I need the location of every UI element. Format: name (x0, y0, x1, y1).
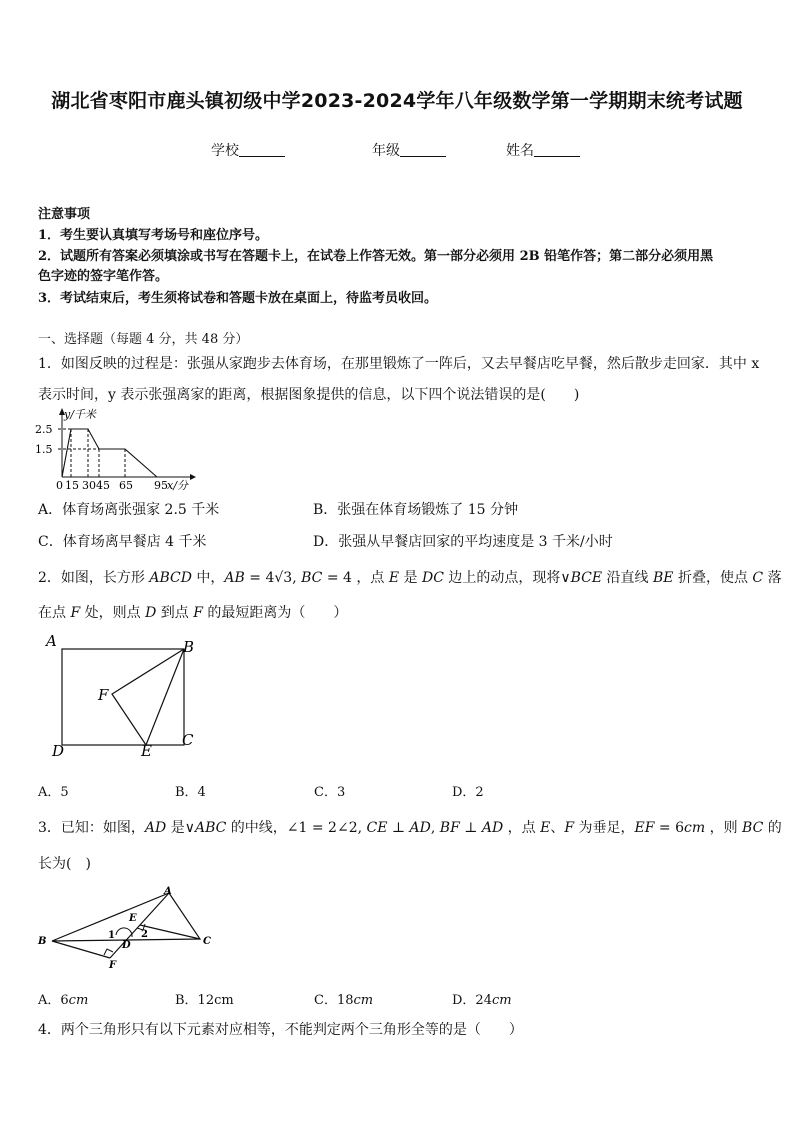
grade-blank (400, 142, 446, 157)
q3-label-e: E (129, 913, 137, 924)
q3-stem-line2: 长为( ) (38, 856, 91, 872)
grade-label: 年级 (372, 143, 400, 159)
q3-option-b: B．12cm (175, 993, 234, 1008)
q3-label-f: F (109, 960, 117, 970)
q1-xtick-45: 45 (96, 479, 110, 492)
q3-option-d: D．24cm (452, 993, 512, 1008)
school-label: 学校 (211, 143, 239, 159)
q2-stem-line1: 2．如图，长方形 ABCD 中，AB = 4√3, BC = 4 ，点 E 是 DC 边上的动点，现将∨BCE 沿直线 BE 折叠，使点 C 落 (38, 570, 782, 586)
q1-xtick-95: 95 (154, 479, 168, 492)
q1-option-c: C．体育场离早餐店 4 千米 (38, 534, 207, 550)
q1-stem-line1: 1．如图反映的过程是：张强从家跑步去体育场，在那里锻炼了一阵后，又去早餐店吃早餐，然后散步走回家．其中 x (38, 356, 760, 372)
note-3: 3．考试结束后，考生须将试卷和答题卡放在桌面上，待监考员收回。 (38, 291, 438, 306)
q1-xtick-30: 30 (82, 479, 96, 492)
q3-line-ce (140, 925, 200, 939)
page-title: 湖北省枣阳市鹿头镇初级中学2023-2024学年八年级数学第一学期期末统考试题 (51, 90, 743, 112)
q2-rectangle (62, 649, 184, 745)
q3-label-angle-2: 2 (141, 929, 148, 940)
note-2: 2．试题所有答案必须填涂或书写在答题卡上，在试卷上作答无效。第一部分必须用 2B 铅笔作答；第二部分必须用黑 (38, 249, 714, 264)
q2-figure (40, 630, 210, 765)
name-blank (534, 142, 580, 157)
q1-option-d: D．张强从早餐店回家的平均速度是 3 千米/小时 (313, 534, 613, 550)
q1-ytick-2p5: 2.5 (35, 423, 53, 436)
note-1: 1．考生要认真填写考场号和座位序号。 (38, 228, 269, 243)
q1-x-arrow (190, 474, 196, 480)
q2-label-e: E (141, 742, 152, 760)
q3-line-bf (52, 941, 110, 958)
q3-option-a: A．6cm (38, 993, 89, 1008)
notes-heading: 注意事项 (38, 207, 91, 222)
q2-label-b: B (183, 638, 195, 656)
q2-option-a: A．5 (38, 785, 69, 800)
q3-stem-line1: 3．已知：如图，AD 是∨ABC 的中线，∠1 = 2∠2, CE ⊥ AD, BF ⊥ AD ，点 E、F 为垂足，EF = 6cm ，则 BC 的 (38, 820, 782, 836)
q3-right-angle-f (104, 949, 113, 955)
name-field (506, 140, 580, 160)
q3-label-b: B (38, 936, 47, 947)
q3-label-a: A (164, 886, 172, 897)
q3-label-c: C (203, 936, 211, 947)
q2-label-d: D (52, 742, 65, 760)
q1-xtick-15: 15 (65, 479, 79, 492)
name-label: 姓名 (506, 143, 534, 159)
q1-option-b: B．张强在体育场锻炼了 15 分钟 (313, 502, 519, 518)
q3-option-c: C．18cm (314, 993, 374, 1008)
q3-figure (30, 885, 220, 970)
q4-stem: 4．两个三角形只有以下元素对应相等，不能判定两个三角形全等的是（ ） (38, 1022, 523, 1038)
q1-graph (30, 405, 200, 495)
school-blank (239, 142, 285, 157)
q1-y-label: y/千米 (64, 408, 96, 421)
q2-fold-lines (112, 649, 184, 745)
q1-xtick-65: 65 (119, 479, 133, 492)
grade-field (372, 140, 446, 160)
note-2-cont: 色字迹的签字笔作答。 (38, 269, 169, 284)
section-heading: 一、选择题（每题 4 分，共 48 分） (38, 332, 249, 347)
q2-stem-line2: 在点 F 处，则点 D 到点 F 的最短距离为（ ） (38, 605, 348, 621)
q1-xtick-0: 0 (56, 479, 63, 492)
q3-label-angle-1: 1 (108, 930, 115, 941)
q1-ytick-1p5: 1.5 (35, 443, 53, 456)
q3-label-d: D (122, 940, 131, 951)
q2-option-c: C．3 (314, 785, 346, 800)
q1-stem-line2: 表示时间，y 表示张强离家的距离，根据图象提供的信息，以下四个说法错误的是( ) (38, 387, 580, 403)
q1-option-a: A．体育场离张强家 2.5 千米 (38, 502, 220, 518)
q2-label-a: A (46, 632, 57, 650)
q1-distance-line (62, 429, 157, 477)
q1-x-label: x/分 (167, 479, 188, 492)
q2-line-be (146, 649, 184, 745)
q3-line-ad (110, 893, 169, 958)
q2-label-f: F (98, 686, 109, 704)
q2-label-c: C (182, 731, 194, 749)
q2-option-d: D．2 (452, 785, 484, 800)
q2-option-b: B．4 (175, 785, 206, 800)
school-field (211, 140, 285, 160)
